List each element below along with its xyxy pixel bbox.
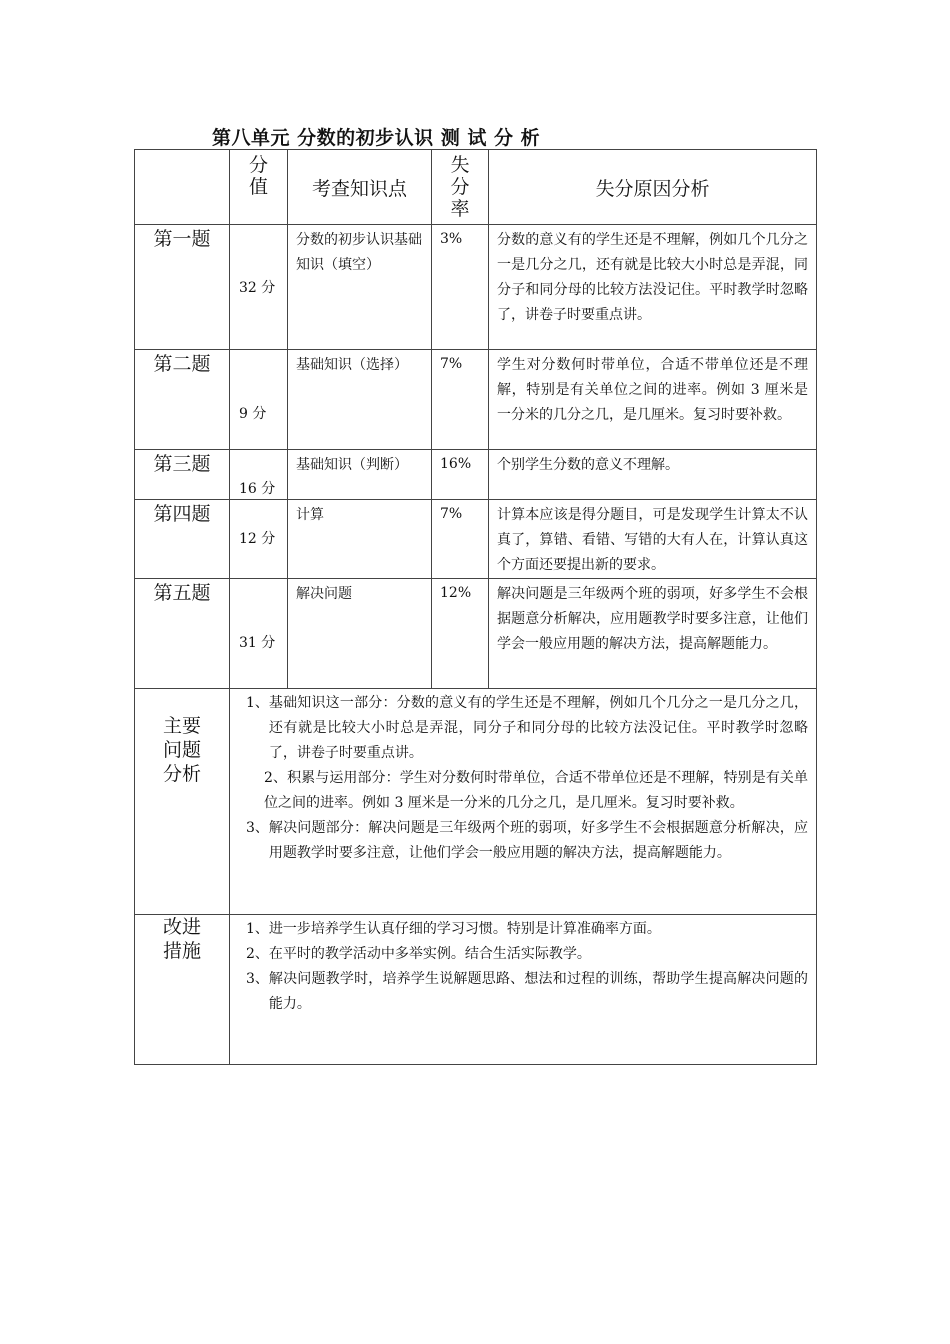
question-loss-rate: 7% (432, 350, 489, 450)
header-row (135, 150, 817, 225)
question-score: 12 分 (230, 500, 288, 579)
document-title: 第八单元 分数的初步认识 测 试 分 析 (212, 127, 541, 149)
header-blank-cell (135, 150, 230, 225)
header-reason: 失分原因分析 (489, 150, 817, 225)
issue-item: 2、积累与运用部分：学生对分数何时带单位，合适不带单位还是不理解，特别是有关单位之间的进率。例如 3 厘米是一分米的几分之几，是几厘米。复习时要补救。 (264, 770, 808, 811)
question-topic: 基础知识（判断） (288, 450, 432, 500)
main-issues-label: 主要问题分析 (135, 689, 230, 915)
question-reason: 计算本应该是得分题目，可是发现学生计算太不认真了，算错、看错、写错的大有人在，计算认真这个方面还要提出新的要求。 (489, 500, 817, 579)
question-reason: 个别学生分数的意义不理解。 (489, 450, 817, 500)
question-name: 第一题 (135, 225, 230, 350)
question-score: 31 分 (230, 579, 288, 689)
table-row (135, 500, 817, 579)
table-row (135, 225, 817, 350)
improvement-item: 1、 进一步培养学生认真仔细的学习习惯。特别是计算准确率方面。 (246, 921, 661, 937)
table-row (135, 350, 817, 450)
header-knowledge: 考查知识点 (288, 150, 432, 225)
issue-item: 1、 基础知识这一部分：分数的意义有的学生还是不理解，例如几个几分之一是几分之几，还有就是比较大小时总是弄混，同分子和同分母的比较方法没记住。平时教学时忽略了，讲卷子时要重点讲。 (246, 695, 808, 761)
question-topic: 计算 (288, 500, 432, 579)
question-reason: 分数的意义有的学生还是不理解，例如几个几分之一是几分之几，还有就是比较大小时总是弄混，同分子和同分母的比较方法没记住。平时教学时忽略了，讲卷子时要重点讲。 (489, 225, 817, 350)
question-score: 32 分 (230, 225, 288, 350)
question-reason: 解决问题是三年级两个班的弱项，好多学生不会根据题意分析解决，应用题教学时要多注意，让他们学会一般应用题的解决方法，提高解题能力。 (489, 579, 817, 689)
analysis-table (134, 149, 817, 1065)
question-topic: 基础知识（选择） (288, 350, 432, 450)
question-loss-rate: 3% (432, 225, 489, 350)
question-loss-rate: 12% (432, 579, 489, 689)
question-score: 9 分 (230, 350, 288, 450)
question-name: 第三题 (135, 450, 230, 500)
question-loss-rate: 7% (432, 500, 489, 579)
question-name: 第五题 (135, 579, 230, 689)
question-reason: 学生对分数何时带单位，合适不带单位还是不理解，特别是有关单位之间的进率。例如 3 厘米是一分米的几分之几，是几厘米。复习时要补救。 (489, 350, 817, 450)
table-row (135, 450, 817, 500)
question-topic: 解决问题 (288, 579, 432, 689)
question-score: 16 分 (230, 450, 288, 500)
header-loss-rate: 失分率 (432, 150, 489, 225)
improvements-label: 改进措施 (135, 915, 230, 1065)
improvements-row (135, 915, 817, 1065)
improvements-content (230, 915, 817, 1065)
improvement-item: 2、 在平时的教学活动中多举实例。结合生活实际教学。 (246, 946, 591, 962)
table-row (135, 579, 817, 689)
improvement-item: 3、 解决问题教学时，培养学生说解题思路、想法和过程的训练，帮助学生提高解决问题的能力。 (246, 971, 808, 1012)
issue-item: 3、 解决问题部分：解决问题是三年级两个班的弱项，好多学生不会根据题意分析解决，应用题教学时要多注意，让他们学会一般应用题的解决方法，提高解题能力。 (246, 820, 808, 861)
main-issues-row (135, 689, 817, 915)
question-topic: 分数的初步认识基础知识（填空） (288, 225, 432, 350)
question-name: 第二题 (135, 350, 230, 450)
question-name: 第四题 (135, 500, 230, 579)
main-issues-content (230, 689, 817, 915)
header-score: 分值 (230, 150, 288, 225)
question-loss-rate: 16% (432, 450, 489, 500)
